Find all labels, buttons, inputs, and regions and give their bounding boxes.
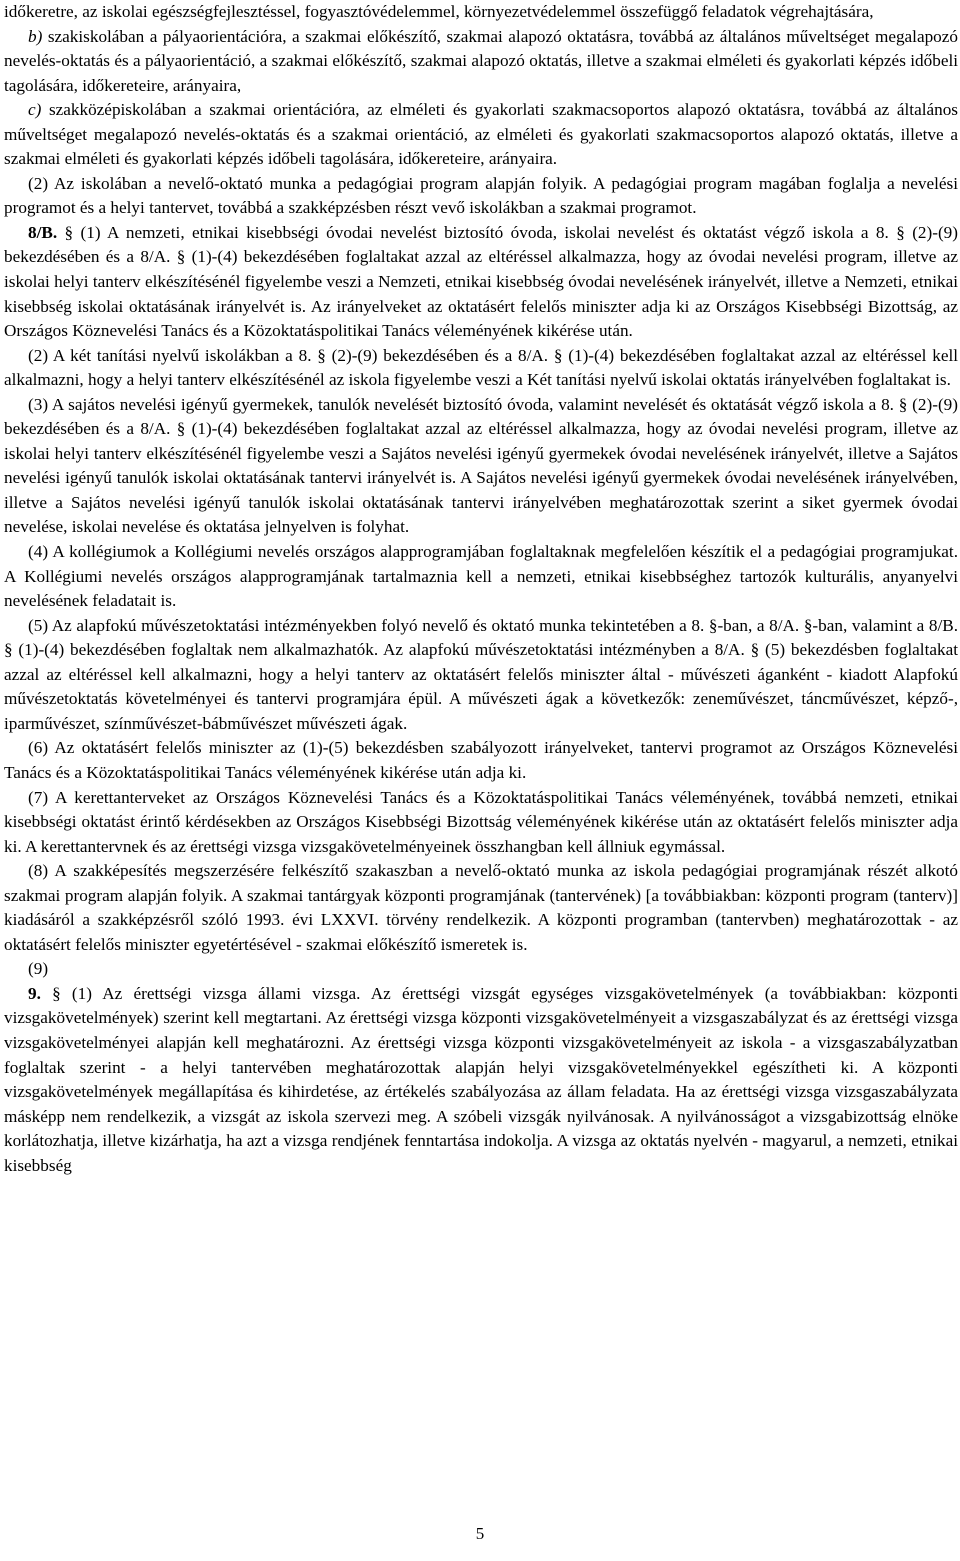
paragraph-c (4, 98, 958, 172)
paragraph-b (4, 25, 958, 99)
document-page (4, 0, 958, 1178)
paragraph-8b-3: (3) A sajátos nevelési igényű gyermekek, tanulók nevelését biztosító óvoda, valamint nevelését és oktatását végző iskola a 8. § (2)-(9) bekezdésében és a 8/A. § (1)-(4) bekezdésében foglaltakat azzal az eltéréssel alkalmazza, hogy az óvodai nevelési program, illetve az iskolai helyi tanterv elkészítésénél figyelembe veszi a Sajátos nevelési igényű gyermekek óvodai nevelésének irányelvét, illetve a Sajátos nevelési igényű tanulók iskolai oktatásának tantervi irányelvét is. A Sajátos nevelési igényű gyermekek óvodai nevelésének irányelvében, illetve a Sajátos nevelési igényű tanulók iskolai oktatásának tantervi irányelvében meghatározottak szerint a siket gyermek óvodai nevelése, iskolai nevelése és oktatása jelnyelven is folyhat. (4, 394, 958, 537)
paragraph-b-text: szakiskolában a pályaorientációra, a szakmai előkészítő, szakmai alapozó oktatásra, továbbá az általános műveltséget megalapozó nevelés-oktatás és a pályaorientáció, a szakmai előkészítő, szakmai alapozó oktatás, illetve a szakmai elméleti és gyakorlati képzés időbeli tagolására, időkereteire, arányaira, (4, 26, 958, 95)
paragraph-8b-4: (4) A kollégiumok a Kollégiumi nevelés országos alapprogramjában foglaltaknak megfelelően készítik el a pedagógiai programjukat. A Kollégiumi nevelés országos alapprogramjának tartalmaznia kell a nemzeti, etnikai kisebbséghez tartozók kulturális, anyanyelvi nevelésének feladatait is. (4, 542, 958, 611)
paragraph-c-text: szakközépiskolában a szakmai orientációra, az elméleti és gyakorlati szakmacsoportos alapozó oktatásra, továbbá az általános műveltséget megalapozó nevelés-oktatás és a szakmai orientáció, az elméleti és gyakorlati szakmacsoportos alapozó oktatás, illetve a szakmai elméleti és gyakorlati képzés időbeli tagolására, időkereteire, arányaira. (4, 100, 958, 169)
paragraph-8b-1-text: § (1) A nemzeti, etnikai kisebbségi óvodai nevelést biztosító óvoda, iskolai nevelést és oktatást végző iskola a 8. § (2)-(9) bekezdésében és a 8/A. § (1)-(4) bekezdésében foglaltakat azzal az eltéréssel alkalmazza, hogy az óvodai nevelési program, illetve az iskolai helyi tanterv elkészítésénél figyelembe veszi a Nemzeti, etnikai kisebbség óvodai nevelésének irányelvét, illetve a Nemzeti, etnikai kisebbség iskolai oktatásának irányelvét is. Az irányelveket az oktatásért felelős miniszter adja ki az Országos Kisebbségi Bizottság, az Országos Köznevelési Tanács és a Közoktatáspolitikai Tanács véleményének kikérése után. (4, 222, 958, 341)
paragraph-8b-7: (7) A kerettanterveket az Országos Köznevelési Tanács és a Közoktatáspolitikai Tanács véleményének, továbbá nemzeti, etnikai kisebbségi oktatást érintő kérdésekben az Országos Kisebbségi Bizottság véleményének kikérése után az oktatásért felelős miniszter adja ki. A kerettantervnek és az érettségi vizsga vizsgakövetelményeinek összhangban kell állniuk egymással. (4, 787, 958, 856)
page-number: 5 (475, 1524, 485, 1543)
paragraph-9-1-text: § (1) Az érettségi vizsga állami vizsga. Az érettségi vizsgát egységes vizsgakövetelmények (a továbbiakban: központi vizsgakövetelmények) szerint kell megtartani. Az érettségi vizsga központi vizsgakövetelményeit a vizsgaszabályzat és az érettségi vizsga vizsgakövetelményei alapján kell meghatározni. Az érettségi vizsga központi vizsgakövetelményeit az iskola - a vizsgaszabályzatban foglaltak szerint - a helyi tantervében meghatározottak alapján helyi vizsgakövetelményekkel egészítheti ki. A központi vizsgakövetelmények megállapítása és kihirdetése, az értékelés szabályozása az állam feladata. Ha az érettségi vizsga vizsgaszabályzata másképp nem rendelkezik, a vizsgát az iskola szervezi meg. A szóbeli vizsgák nyilvánosak. A nyilvánosságot a vizsgabizottság elnöke korlátozhatja, illetve kizárhatja, ha azt a vizsga rendjének fenntartása indokolja. A vizsga az oktatás nyelvén - magyarul, a nemzeti, etnikai kisebbség (4, 983, 958, 1175)
paragraph-8b-2: (2) A két tanítási nyelvű iskolákban a 8. § (2)-(9) bekezdésében és a 8/A. § (1)-(4) bekezdésében foglaltakat azzal az eltéréssel kell alkalmazni, hogy a helyi tanterv elkészítésénél az iskola figyelembe veszi a Két tanítási nyelvű iskolai oktatás irányelvében foglaltakat is. (4, 345, 958, 390)
item-label-b: b) (28, 26, 43, 46)
paragraph-8b-9: (9) (28, 959, 49, 979)
paragraph-8b-6: (6) Az oktatásért felelős miniszter az (1)-(5) bekezdésben szabályozott irányelveket, tantervi programot az Országos Köznevelési Tanács és a Közoktatáspolitikai Tanács véleményének kikérése után adja ki. (4, 738, 958, 782)
paragraph-8b-5: (5) Az alapfokú művészetoktatási intézményekben folyó nevelő és oktató munka tekintetében a 8. §-ban, a 8/A. §-ban, valamint a 8/B. § (1)-(4) bekezdésében foglaltak nem alkalmazhatók. Az alapfokú művészetoktatási intézményben a 8/A. § (5) bekezdésben foglaltakat azzal az eltéréssel kell alkalmazni, hogy a helyi tanterv az oktatásért felelős miniszter által - művészeti áganként - kiadott Alapfokú művészetoktatás követelményei és tantervi programjára épül. A művészeti ágak a következők: zeneművészet, táncművészet, képző-, iparművészet, színművészet-bábművészet művészeti ágak. (4, 615, 958, 733)
paragraph-8a-2: (2) Az iskolában a nevelő-oktató munka a pedagógiai program alapján folyik. A pedagógiai program magában foglalja a nevelési programot és a helyi tantervet, továbbá a szakképzésben részt vevő iskolákban a szakmai programot. (4, 173, 958, 218)
paragraph-continuation: időkeretre, az iskolai egészségfejlesztéssel, fogyasztóvédelemmel, környezetvédelemmel összefüggő feladatok végrehajtására, (4, 2, 874, 21)
section-label-8b: 8/B. (28, 222, 58, 242)
paragraph-8b-8: (8) A szakképesítés megszerzésére felkészítő szakaszban a nevelő-oktató munka az iskola pedagógiai programjának részét alkotó szakmai program alapján folyik. A szakmai tantárgyak központi programjának (tantervének) [a továbbiakban: központi program (tanterv)] kiadásáról a szakképzésről szóló 1993. évi LXXVI. törvény rendelkezik. A központi programban (tantervben) meghatározottak - az oktatásért felelős miniszter egyetértésével - szakmai előkészítő ismeretek is. (4, 861, 958, 954)
item-label-c: c) (28, 100, 42, 120)
paragraph-8b-1 (4, 221, 958, 344)
paragraph-9-1 (4, 982, 958, 1178)
section-label-9: 9. (28, 983, 41, 1003)
